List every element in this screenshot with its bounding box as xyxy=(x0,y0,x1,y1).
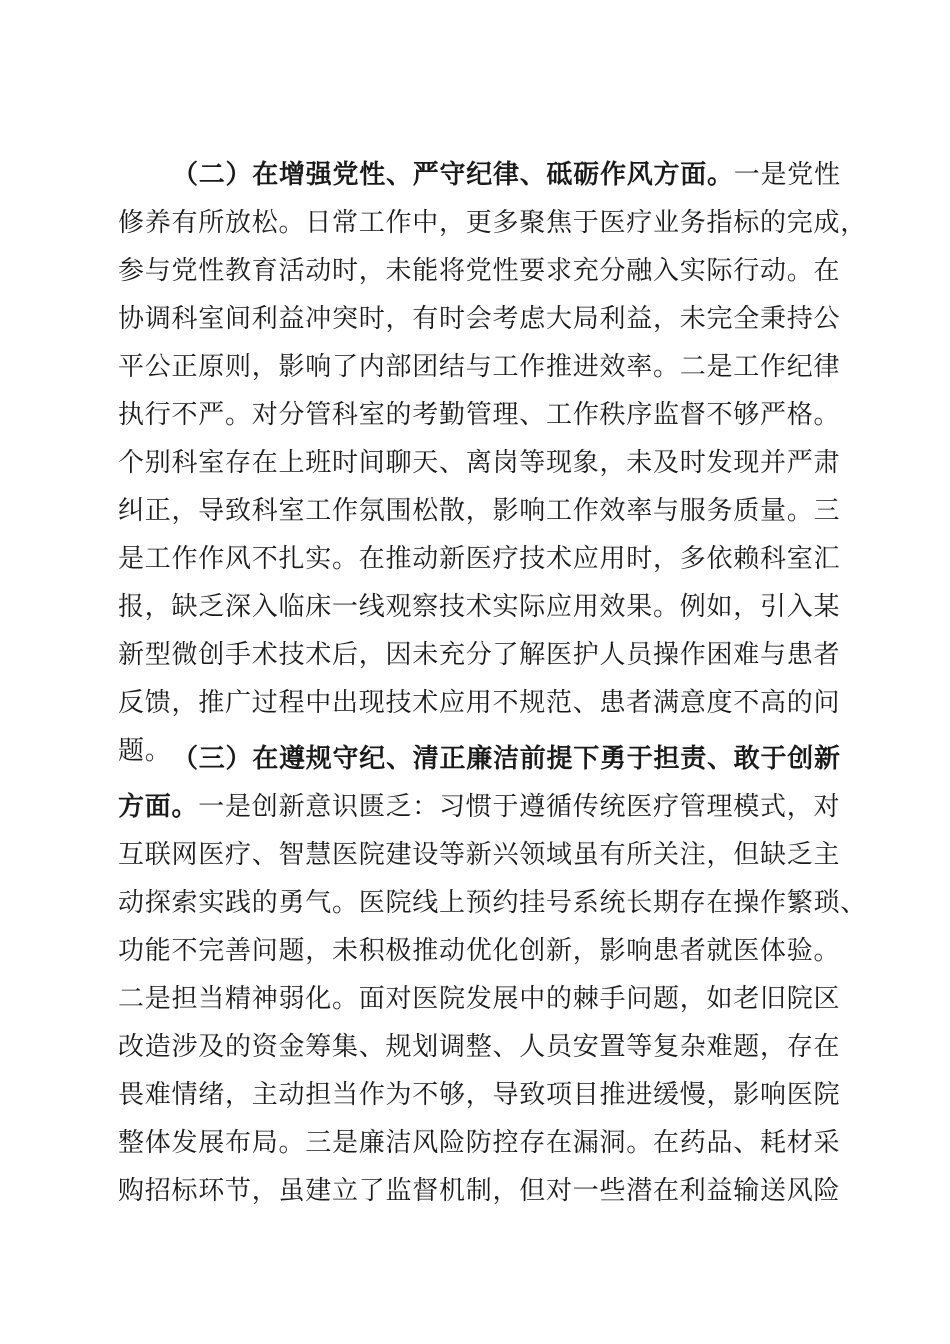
text-line: 题。 xyxy=(118,736,172,766)
text-line xyxy=(118,151,840,199)
text-line: 平公正原则，影响了内部团结与工作推进效率。二是工作纪律 xyxy=(118,352,841,382)
text-line: 功能不完善问题，未积极推动优化创新，影响患者就医体验。 xyxy=(118,936,841,966)
text-line: 反馈，推广过程中出现技术应用不规范、患者满意度不高的问 xyxy=(118,688,841,718)
text-line: 二是担当精神弱化。面对医院发展中的棘手问题，如老旧院区 xyxy=(118,984,841,1014)
text-line: 畏难情绪，主动担当作为不够，导致项目推进缓慢，影响医院 xyxy=(118,1080,841,1110)
paragraph-section-2 xyxy=(118,151,868,775)
text-line xyxy=(118,783,840,831)
text-line: 报，缺乏深入临床一线观察技术实际应用效果。例如，引入某 xyxy=(118,592,841,622)
text-line: 整体发展布局。三是廉洁风险防控存在漏洞。在药品、耗材采 xyxy=(118,1128,841,1158)
text-line: 修养有所放松。日常工作中，更多聚焦于医疗业务指标的完成， xyxy=(118,208,868,238)
section-heading: 方面。 xyxy=(118,792,199,822)
line-text: 一是创新意识匮乏：习惯于遵循传统医疗管理模式，对 xyxy=(198,792,841,822)
text-line: 纠正，导致科室工作氛围松散，影响工作效率与服务质量。三 xyxy=(118,496,841,526)
text-line: 是工作作风不扎实。在推动新医疗技术应用时，多依赖科室汇 xyxy=(118,544,841,574)
text-line: 个别科室存在上班时间聊天、离岗等现象，未及时发现并严肃 xyxy=(118,448,841,478)
text-line: 执行不严。对分管科室的考勤管理、工作秩序监督不够严格。 xyxy=(118,400,841,430)
text-line: 新型微创手术技术后，因未充分了解医护人员操作困难与患者 xyxy=(118,640,841,670)
paragraph-section-3 xyxy=(118,735,868,1215)
text-line xyxy=(118,735,840,783)
line-text: 一是党性 xyxy=(733,160,841,190)
text-line: 互联网医疗、智慧医院建设等新兴领域虽有所关注，但缺乏主 xyxy=(118,840,841,870)
text-line: 协调科室间利益冲突时，有时会考虑大局利益，未完全秉持公 xyxy=(118,304,841,334)
text-line: 参与党性教育活动时，未能将党性要求充分融入实际行动。在 xyxy=(118,256,841,286)
text-line: 改造涉及的资金筹集、规划调整、人员安置等复杂难题，存在 xyxy=(118,1032,841,1062)
section-heading: （三）在遵规守纪、清正廉洁前提下勇于担责、敢于创新 xyxy=(172,744,841,774)
text-line: 购招标环节，虽建立了监督机制，但对一些潜在利益输送风险 xyxy=(118,1176,841,1206)
section-heading: （二）在增强党性、严守纪律、砥砺作风方面。 xyxy=(172,160,734,190)
text-line: 动探索实践的勇气。医院线上预约挂号系统长期存在操作繁琐、 xyxy=(118,888,868,918)
